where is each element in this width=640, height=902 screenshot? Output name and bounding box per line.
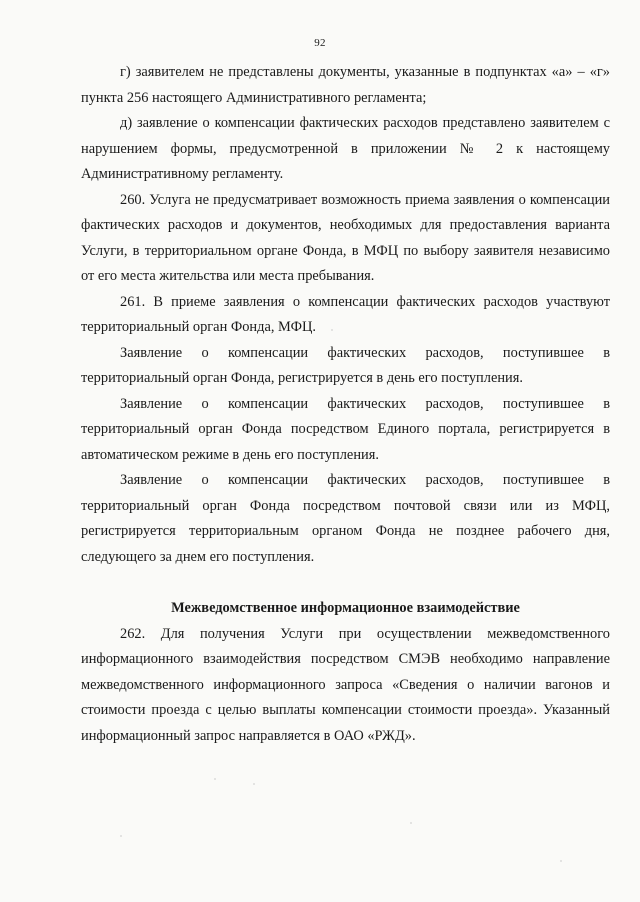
section-heading: Межведомственное информационное взаимодействие [171,600,520,616]
paragraph-registration-portal: Заявление о компенсации фактических расходов, поступившее в территориальный орган Фонда посредством Единого портала, регистрируется в автоматическом режиме в день его поступления. [81,395,610,463]
paragraph-item-g: г) заявителем не представлены документы, указанные в подпунктах «а» – «г» пункта 256 настоящего Административного регламента; [81,64,610,106]
scan-speck [120,835,122,837]
page-number: 92 [314,37,326,49]
scan-speck [410,822,412,824]
scan-speck [331,329,333,331]
paragraph-item-d: д) заявление о компенсации фактических расходов представлено заявителем с нарушением формы, предусмотренной в приложении № 2 к настоящему Административному регламенту. [81,115,610,182]
paragraph-262: 262. Для получения Услуги при осуществлении межведомственного информационного взаимодействия посредством СМЭВ необходимо направление межведомственного информационного запроса «Сведения о наличии вагонов и стоимости проезда с целью выплаты компенсации стоимости проезда». Указанный информационный запрос направляется в ОАО «РЖД». [81,625,610,744]
paragraph-registration-mail: Заявление о компенсации фактических расходов, поступившее в территориальный орган Фонда посредством почтовой связи или из МФЦ, регистрируется территориальным органом Фонда не позднее рабочего дня, следующего за днем его поступления. [81,472,610,565]
document-body [81,60,610,749]
paragraph-registration-territorial: Заявление о компенсации фактических расходов, поступившее в территориальный орган Фонда, регистрируется в день его поступления. [81,344,610,386]
paragraph-261: 261. В приеме заявления о компенсации фактических расходов участвуют территориальный орган Фонда, МФЦ. [81,293,610,335]
section-spacer [81,570,610,596]
paragraph-260: 260. Услуга не предусматривает возможность приема заявления о компенсации фактических расходов и документов, необходимых для предоставления варианта Услуги, в территориальном органе Фонда, в МФЦ по выбору заявителя независимо от его места жительства или места пребывания. [81,191,610,284]
scan-speck [560,860,562,862]
scan-speck [214,778,216,780]
scan-speck [253,783,255,785]
